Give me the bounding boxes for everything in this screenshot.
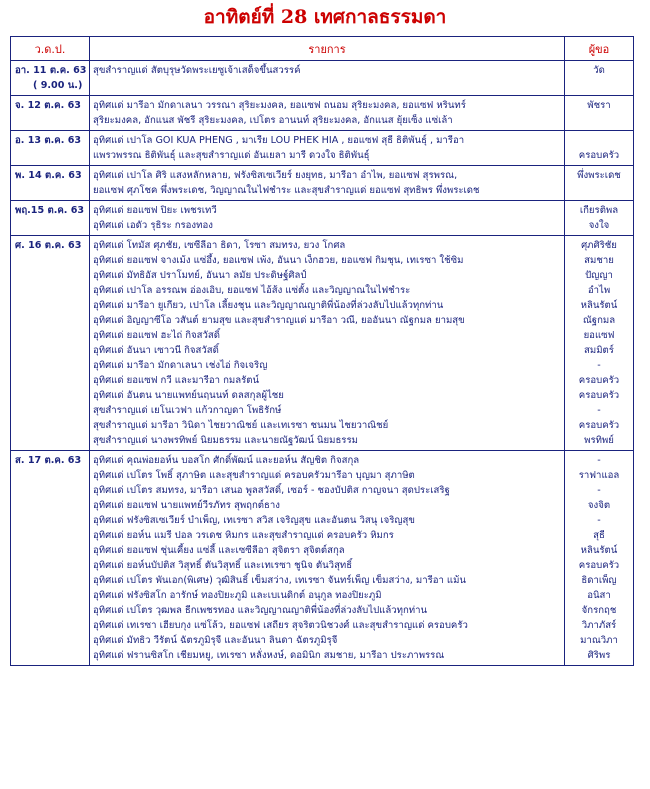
intention-item: อุทิศแด่ เปาโล GOI KUA PHENG , มาเรีย LOU PHEK HIA , ยอแซฟ สุธี ธิติพันธุ์ , มารีอา — [93, 135, 465, 146]
requester-name: ณัฐกมล — [582, 315, 616, 326]
intention-item: อุทิศแด่ ยอห์น แมรี ปอล วรเดช หิมกร และสุขสำราญแด่ ครอบครัว หิมกร — [93, 530, 394, 541]
intention-table-wrapper — [10, 36, 633, 666]
intention-item: อุทิศแด่ มารีอา ยูเกียว, เปาโล เลี้ยงชุน และวิญญาณญาติพี่น้องที่ล่วงลับไปแล้วทุกท่าน — [93, 300, 444, 311]
requester-name: มาณวิภา — [580, 635, 618, 646]
intention-item: สุขสำราญแด่ นางพรทิพย์ นิยมธรรม และนายณัฐวัฒน์ นิยมธรรม — [93, 435, 358, 446]
intention-item: อุทิศแด่ ยอแซฟ กวี และมารีอา กมลรัตน์ — [93, 375, 260, 386]
intention-item: อุทิศแด่ ยอแซฟ จางเม้ง แซ่อึ้ง, ยอแซฟ เพ้ง, อันนา เง็กฮวย, ยอแซฟ กิมชุน, เทเรซา ใช้ซิม — [93, 255, 464, 266]
requester-name: ธิดาเพ็ญ — [581, 575, 617, 586]
intention-item: อุทิศแด่ ฟรังซิสโก อารักษ์ ทองปิยะภูมิ และเบเนดิกต์ อนุกูล ทองปิยะภูมิ — [93, 590, 382, 601]
intention-item: อุทิศแด่ ฟรังซิสเซเวียร์ บำเพ็ญ, เทเรซา สวิส เจริญสุข และอันตน วิสนุ เจริญสุข — [93, 515, 415, 526]
intention-item: อุทิศแด่ เปาโล อรรณพ อ่องเอิบ, ยอแซฟ ไอ้ส้ง แซ่ตั้ง และวิญญาณในไฟชำระ — [93, 285, 411, 296]
requester-name — [568, 133, 630, 148]
intention-item: อุทิศแด่ อันตน นายแพทย์นฤนนท์ ดลสกุลผู้ไชย — [93, 390, 284, 401]
requester-name: ศิริพร — [587, 650, 611, 661]
intention-list-cell — [90, 451, 565, 666]
intention-list-cell — [90, 201, 565, 236]
requester-cell — [565, 61, 634, 96]
table-row — [11, 61, 634, 96]
intention-item: อุทิศแด่ มัทธิว วีรัตน์ ฉัตรภูมิรุจี และอันนา ลินดา ฉัตรภูมิรุจี — [93, 635, 338, 646]
page-title: อาทิตย์ที่ 28 เทศกาลธรรมดา — [203, 6, 447, 28]
intention-item: อุทิศแด่ เปาโล ศิริ แสงหลักหลาย, ฟรังซิสเซเวียร์ ยงยุทธ, มารีอา อำไพ, ยอแซฟ สุรพรณ, — [93, 170, 458, 181]
date-cell — [11, 131, 90, 166]
intention-item: ยอแซฟ ศุภโชค พึ่งพระเดช, วิญญาณในไฟชำระ และสุขสำราญแด่ ยอแซฟ สุทธิพร พึ่งพระเดช — [93, 185, 480, 196]
table-row — [11, 201, 634, 236]
requester-cell — [565, 96, 634, 131]
intention-item: อุทิศแด่ อิญญาซีโอ วสันต์ ยามสุข และสุขสำราญแด่ มารีอา วณี, ยออันนา ณัฐกมล ยามสุข — [93, 315, 465, 326]
date-text: ( 9.00 น.) — [33, 80, 83, 91]
requester-name: ปัญญา — [585, 270, 613, 281]
intention-item: อุทิศแด่ มารีอา มักดาเลนา วรรณา สุริยะมงคล, ยอแซฟ ถนอม สุริยะมงคล, ยอแซฟ หรินทร์ — [93, 100, 466, 111]
table-row — [11, 236, 634, 451]
requester-name: พัชรา — [587, 100, 611, 111]
requester-name: ครอบครัว — [578, 375, 620, 386]
intention-item: อุทิศแด่ อันนา เซาวนี กิจสวัสดิ์ — [93, 345, 219, 356]
date-text: อ. 13 ต.ค. 63 — [15, 135, 82, 146]
intention-item: อุทิศแด่ ยอแซฟ นายแพทย์วีรภัทร สุพฤกต์ธาง — [93, 500, 280, 511]
intention-item: อุทิศแด่ เปโตร พันเอก(พิเศษ) วุฒิสินธิ์ เข็มสว่าง, เทเรซา จันทร์เพ็ญ เข็มสว่าง, มารีอา แม้น — [93, 575, 466, 586]
requester-name: เกียรติพล — [579, 205, 619, 216]
header-list: รายการ — [90, 37, 565, 61]
intention-item: อุทิศแด่ โทมัส ศุภชัย, เซซีลีอา ธิดา, โรซา สมทรง, ยวง โกศล — [93, 240, 346, 251]
intention-item: สุริยะมงคล, อักแนส พัชรี สุริยะมงคล, เปโตร อานนท์ สุริยะมงคล, อักแนส ยุ้ยเซ็ง แซ่เล้า — [93, 115, 453, 126]
intention-item: อุทิศแด่ มารีอา มักดาเลนา เช่งไอ่ กิจเจริญ — [93, 360, 268, 371]
requester-name: ครอบครัว — [578, 150, 620, 161]
requester-name: ครอบครัว — [578, 420, 620, 431]
intention-item: แพรวพรรณ ธิติพันธุ์ และสุขสำราญแด่ อันเยลา มารี ดวงใจ ธิติพันธุ์ — [93, 150, 370, 161]
requester-name: ศุภศิริชัย — [581, 240, 617, 251]
intention-item: อุทิศแด่ คุณพ่อยอห์น บอสโก ศักดิ์พัฒน์ และยอห์น สัญชิต กิจสกุล — [93, 455, 360, 466]
table-header-row — [11, 37, 634, 61]
requester-name: จักรกฤช — [581, 605, 617, 616]
intention-list-cell — [90, 96, 565, 131]
date-text: จ. 12 ต.ค. 63 — [15, 100, 81, 111]
intention-item: อุทิศแด่ ยอแซฟ ฮะไถ่ กิจสวัสดิ์ — [93, 330, 221, 341]
intention-item: อุทิศแด่ เทเรซา เฮียบกุง แซ่โล้ว, ยอแซฟ เสถียร สุจริตวนิชวงศ์ และสุขสำราญแด่ ครอบครัว — [93, 620, 468, 631]
date-text: อา. 11 ต.ค. 63 — [15, 65, 86, 76]
requester-name: อำไพ — [587, 285, 611, 296]
requester-name: หลินรัตน์ — [580, 300, 618, 311]
requester-name: ยอแซฟ — [583, 330, 615, 341]
intention-item: อุทิศแด่ เอดัว รุธิระ กรองทอง — [93, 220, 213, 231]
requester-name: สมมิตร์ — [584, 345, 614, 356]
requester-name: จงใจ — [588, 220, 610, 231]
intention-item: สุขสำราญแด่ มารีอา วินิดา ไชยวาณิชย์ และเทเรซา ชนมน ไชยวาณิชย์ — [93, 420, 389, 431]
requester-name: อนิสา — [587, 590, 611, 601]
table-row — [11, 451, 634, 666]
requester-name: - — [597, 515, 601, 526]
requester-name: หลินรัตน์ — [580, 545, 618, 556]
table-body — [11, 61, 634, 666]
intention-item: อุทิศแด่ เปโตร สมทรง, มารีอา เสนอ พูลสวัสดิ์, เซอร์ - ชองบัปติส กาญจนา สุดประเสริฐ — [93, 485, 450, 496]
intention-item: สุขสำราญแด่ เยโนเวฟา แก้วกาญดา โพธิรักษ์ — [93, 405, 282, 416]
intention-list-cell — [90, 166, 565, 201]
table-row — [11, 96, 634, 131]
requester-name: - — [597, 455, 601, 466]
date-text: ส. 17 ต.ค. 63 — [15, 455, 82, 466]
requester-name: ครอบครัว — [578, 390, 620, 401]
date-cell — [11, 451, 90, 666]
requester-name: - — [597, 485, 601, 496]
requester-cell — [565, 131, 634, 166]
intention-item: อุทิศแด่ มัทธิอัส ปราโมทย์, อันนา ลมัย ประดิษฐ์ศิลป์ — [93, 270, 307, 281]
header-requester: ผู้ขอ — [565, 37, 634, 61]
requester-name: จงจิต — [587, 500, 611, 511]
intention-item: สุขสำราญแด่ สัตบุรุษวัดพระเยซูเจ้าเสด็จขึ้นสวรรค์ — [93, 65, 301, 76]
requester-cell — [565, 451, 634, 666]
table-row — [11, 166, 634, 201]
requester-cell — [565, 201, 634, 236]
intention-list-cell — [90, 236, 565, 451]
requester-cell — [565, 236, 634, 451]
requester-name: - — [597, 405, 601, 416]
requester-cell — [565, 166, 634, 201]
date-cell — [11, 236, 90, 451]
date-cell — [11, 166, 90, 201]
requester-name: ราฟาแอล — [578, 470, 620, 481]
intention-list-cell — [90, 131, 565, 166]
date-text: พฤ.15 ต.ค. 63 — [15, 205, 85, 216]
intention-item: อุทิศแด่ ยอห์นบัปติส วิสุทธิ์ ตันวิสุทธิ์ และเทเรซา ชูนิจ ตันวิสุทธิ์ — [93, 560, 353, 571]
table-row — [11, 131, 634, 166]
intention-item: อุทิศแด่ ยอแซฟ ปิยะ เพชรเทวี — [93, 205, 217, 216]
intention-item: อุทิศแด่ เปโตร โพธิ์ สุภาษิต และสุขสำราญแด่ ครอบครัวมารีอา บุญมา สุภาษิต — [93, 470, 415, 481]
date-cell — [11, 61, 90, 96]
requester-name: พึ่งพระเดช — [577, 170, 621, 181]
intention-item: อุทิศแด่ ยอแซฟ ชุ่นเคี้ยง แซ่ลี้ และเซซีลีอา สุจิตรา สุจิตต์สกุล — [93, 545, 345, 556]
requester-name: สุธี — [593, 530, 605, 541]
intention-item: อุทิศแด่ เปโตร วุฒพล ธีกเพชรทอง และวิญญาณญาติพี่น้องที่ล่วงลับไปแล้วทุกท่าน — [93, 605, 428, 616]
date-cell — [11, 96, 90, 131]
header-date: ว.ด.ป. — [11, 37, 90, 61]
requester-name: วัด — [593, 65, 605, 76]
intention-list-cell — [90, 61, 565, 96]
requester-name: พรทิพย์ — [584, 435, 614, 446]
requester-name: ครอบครัว — [578, 560, 620, 571]
requester-name: วิภาภัสร์ — [581, 620, 617, 631]
date-text: ศ. 16 ต.ค. 63 — [15, 240, 82, 251]
intention-item: อุทิศแด่ ฟรานซิสโก เชียมหยู, เทเรซา หลั่งหงษ์, ดอมินิก สมชาย, มารีอา ประภาพรรณ — [93, 650, 445, 661]
date-text: พ. 14 ต.ค. 63 — [15, 170, 82, 181]
requester-name: สมชาย — [584, 255, 614, 266]
mass-intention-table — [10, 36, 634, 666]
date-cell — [11, 201, 90, 236]
requester-name: - — [597, 360, 601, 371]
